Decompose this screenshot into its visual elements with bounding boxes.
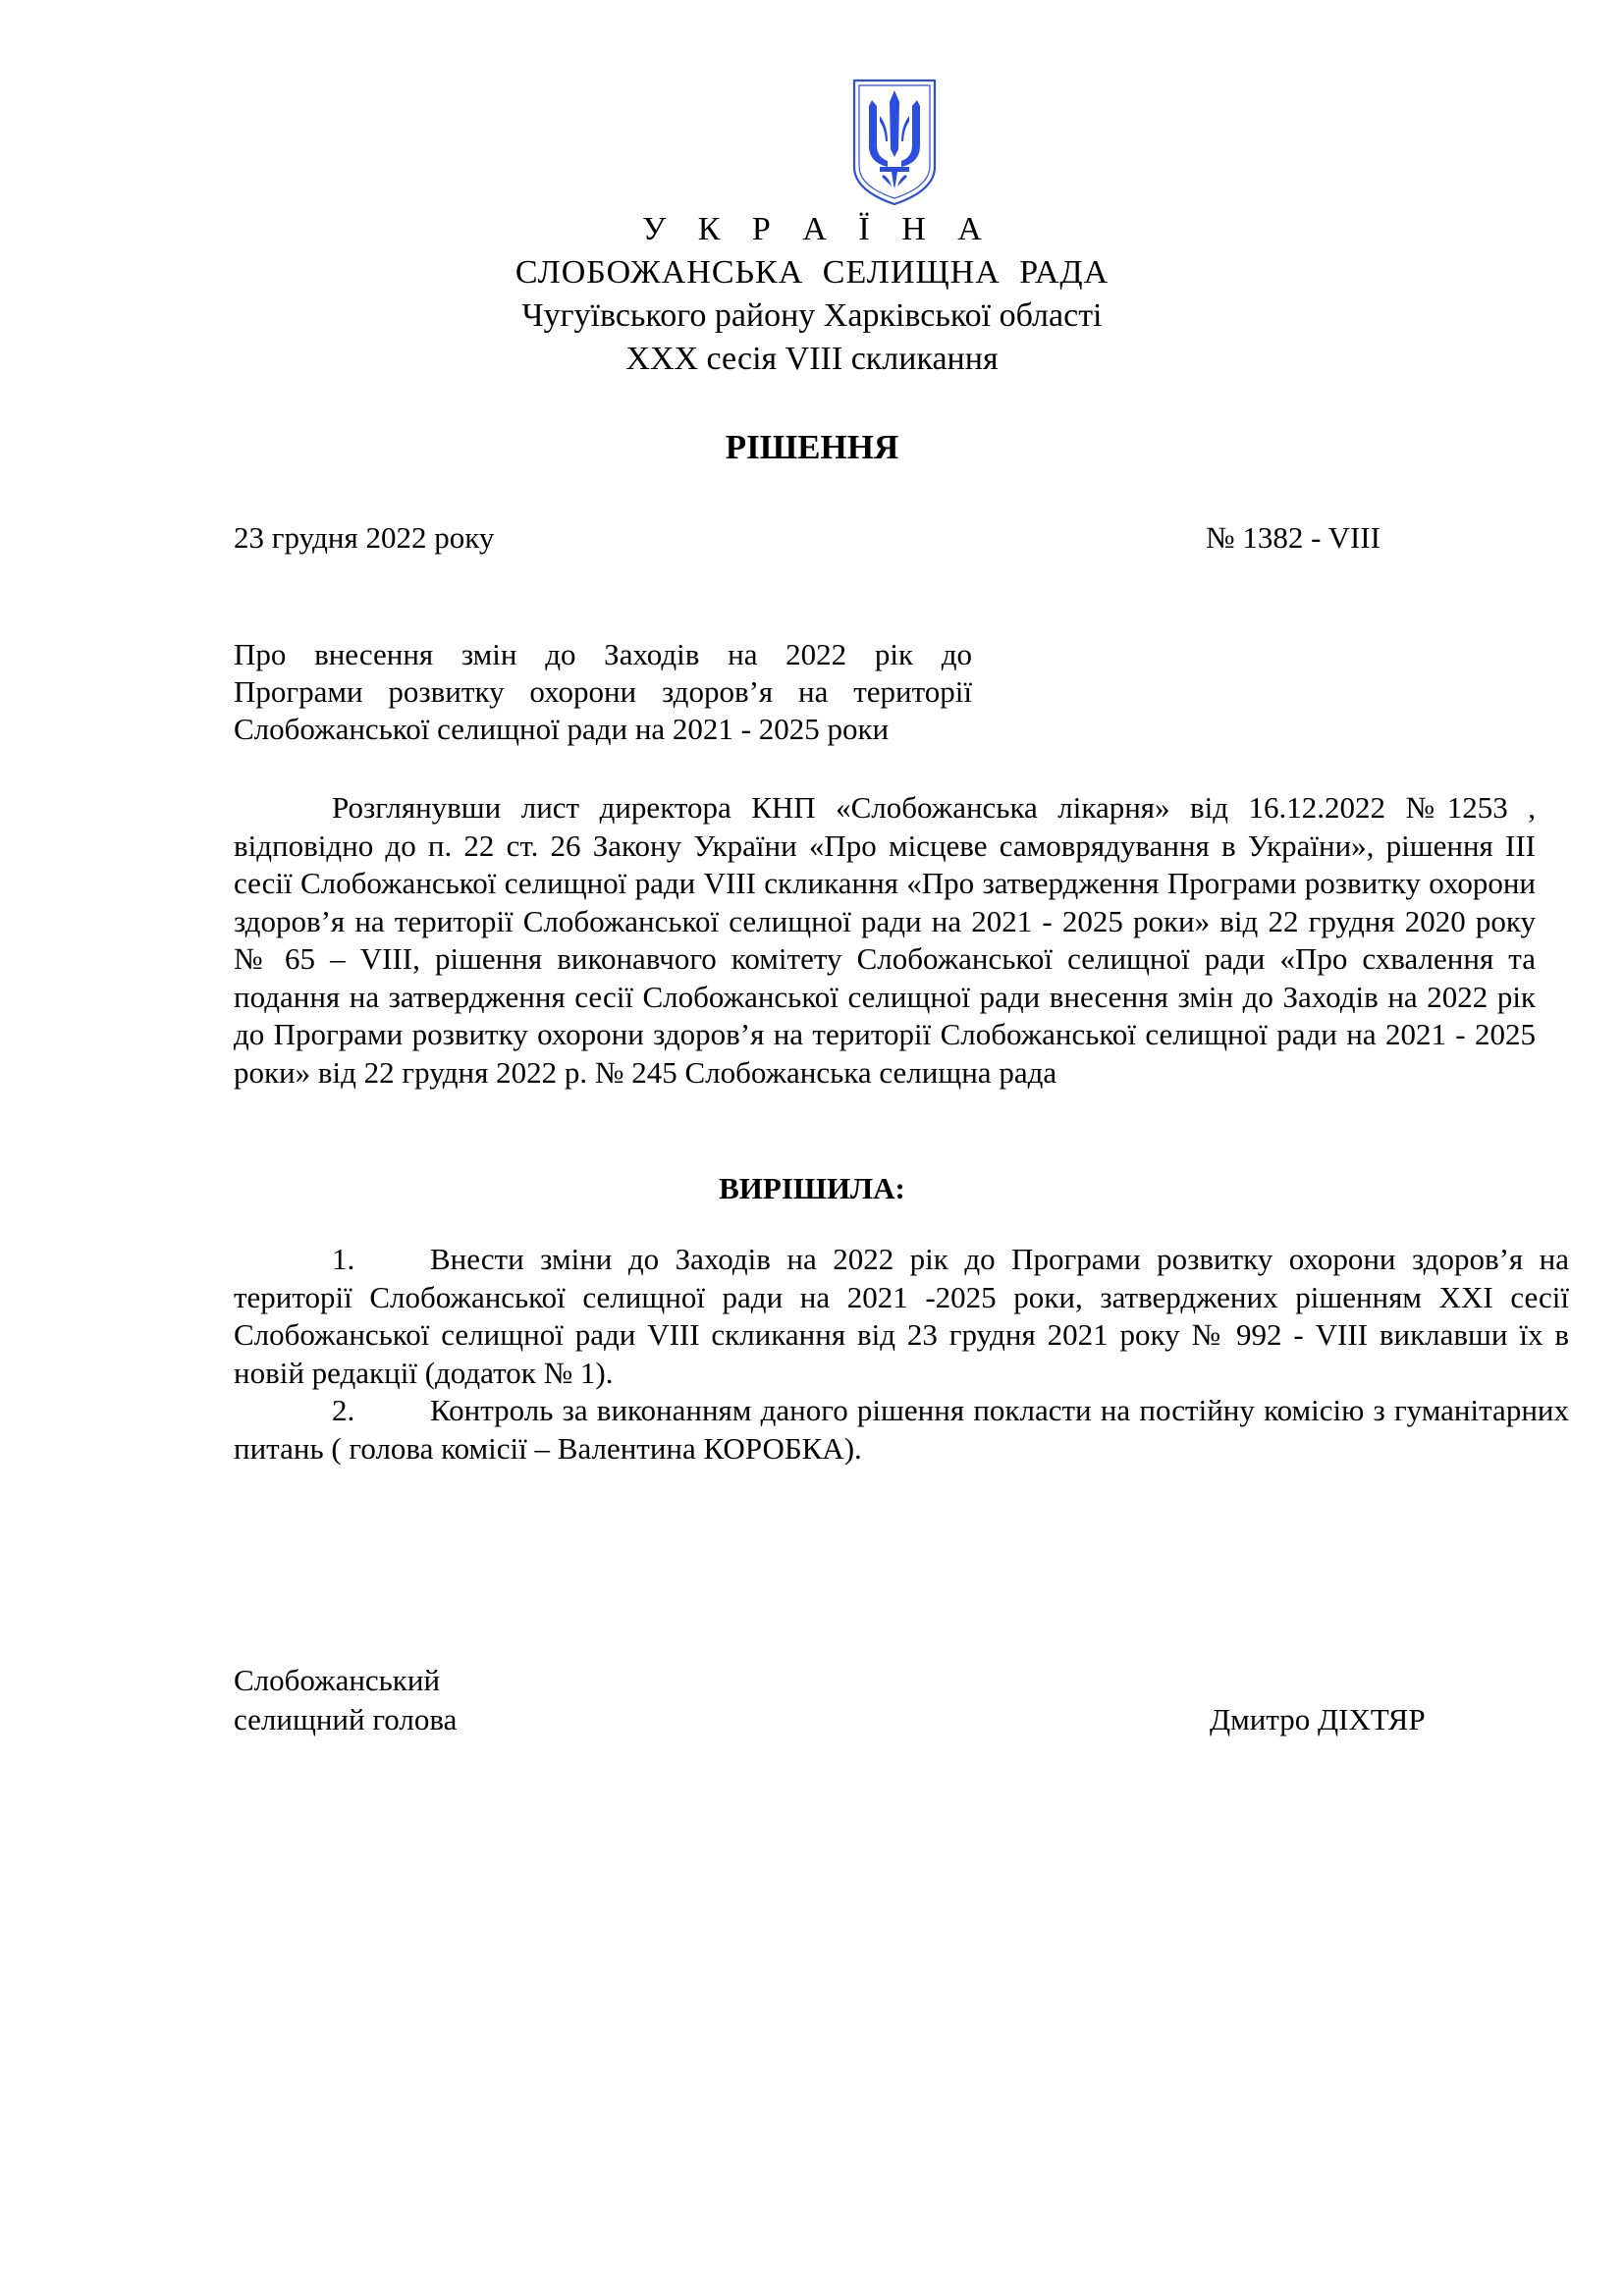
resolution-item	[234, 1241, 1569, 1392]
trident-coat-of-arms-icon	[850, 77, 939, 208]
subject-line: Про внесення змін до Заходів на 2022 рік до	[234, 637, 972, 671]
document-type-title: РІШЕННЯ	[725, 428, 899, 466]
subject-line: Програми розвитку охорони здоров’я на території	[234, 674, 972, 709]
item-number: 2.	[332, 1393, 355, 1427]
council-name: СЛОБОЖАНСЬКА СЕЛИЩНА РАДА	[514, 254, 1110, 291]
signatory-title-line: селищний голова	[234, 1702, 458, 1736]
signatory-title-line: Слобожанський	[234, 1663, 441, 1697]
signatory-title	[234, 1661, 457, 1739]
resolved-heading: ВИРІШИЛА:	[719, 1171, 905, 1205]
session-info: XXX сесія VIII скликання	[625, 341, 999, 377]
district-name: Чугуївського району Харківської області	[521, 297, 1103, 334]
item-text: Контроль за виконанням даного рішення покласти на постійну комісію з гуманітарних питань ( голова комісії – Валентина КОРОБКА).	[234, 1393, 1569, 1466]
decision-date: 23 грудня 2022 року	[234, 520, 495, 555]
country-name: У К Р А Ї Н А	[642, 211, 994, 247]
item-text: Внести зміни до Заходів на 2022 рік до Програми розвитку охорони здоров’я на території Слобожанської селищної ради на 2021 -2025 роки, затверджених рішенням XXI сесії Слобожанської селищної ради VIII скликання від 23 грудня 2021 року № 992 - VIII виклавши їх в новій редакції (додаток № 1).	[234, 1242, 1569, 1390]
decision-subject	[234, 636, 972, 748]
item-number: 1.	[332, 1242, 355, 1276]
decision-number: № 1382 - VIII	[1206, 520, 1380, 555]
resolution-items	[234, 1241, 1569, 1468]
signatory-name: Дмитро ДІХТЯР	[1210, 1702, 1426, 1736]
subject-line: Слобожанської селищної ради на 2021 - 2025 роки	[234, 712, 890, 746]
resolution-item	[234, 1392, 1569, 1468]
preamble-paragraph: Розглянувши лист директора КНП «Слобожанська лікарня» від 16.12.2022 №1253 , відповідно до п. 22 ст. 26 Закону України «Про місцеве самоврядування в України», рішення ІІІ сесії Слобожанської селищної ради VIII скликання «Про затвердження Програми розвитку охорони здоров’я на території Слобожанської селищної ради на 2021 - 2025 роки» від 22 грудня 2020 року № 65 – VIII, рішення виконавчого комітету Слобожанської селищної ради «Про схвалення та подання на затвердження сесії Слобожанської селищної ради внесення змін до Заходів на 2022 рік до Програми розвитку охорони здоров’я на території Слобожанської селищної ради на 2021 - 2025 роки» від 22 грудня 2022 р. № 245 Слобожанська селищна рада	[234, 790, 1536, 1090]
